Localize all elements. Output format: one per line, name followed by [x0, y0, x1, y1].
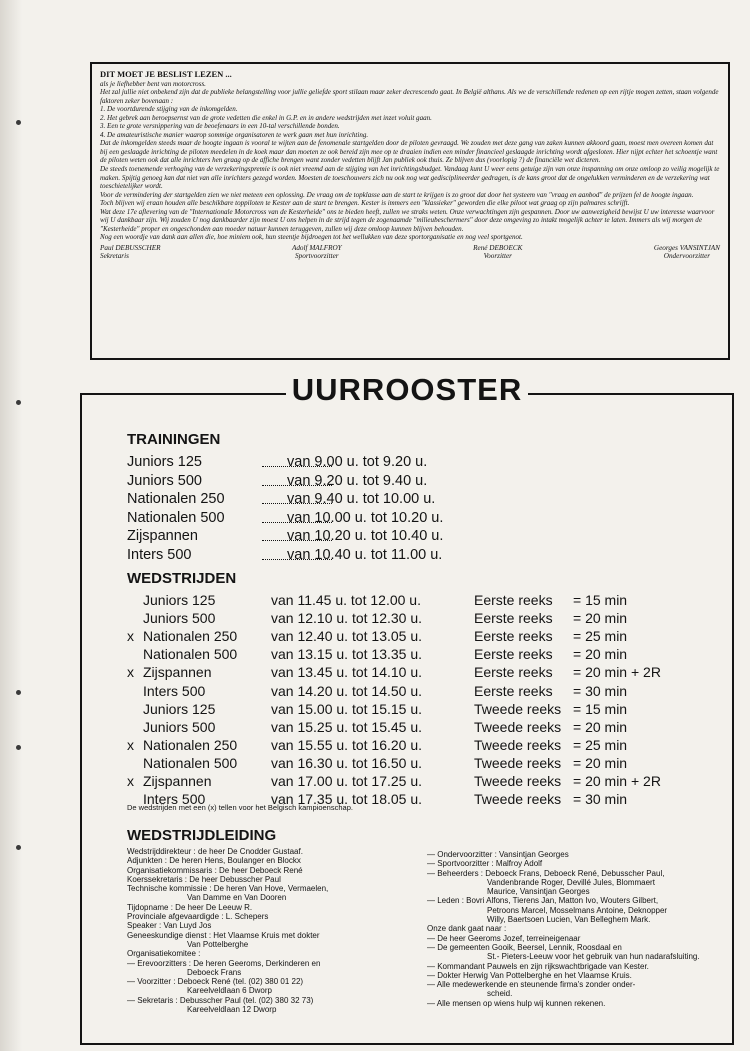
race-time: van 12.10 u. tot 12.30 u.	[271, 610, 423, 627]
intro-paragraph: 3. Een te grote versnippering van de beoefenaars in een 10-tal verschillende bonden.	[100, 122, 340, 131]
race-time: van 13.45 u. tot 14.10 u.	[271, 664, 423, 681]
race-time: van 16.30 u. tot 16.50 u.	[271, 754, 423, 771]
leiding-line: — Dokter Herwig Van Pottelberghe en het Vlaamse Kruis.	[427, 970, 632, 980]
training-name: Juniors 500	[127, 472, 202, 489]
race-time: van 17.35 u. tot 18.05 u.	[271, 791, 423, 808]
leiding-line: Technische kommissie : De heren Van Hove, Vermaelen,	[127, 884, 329, 894]
leiding-line: — Sekretaris : Debusscher Paul (tel. (02) 380 32 73)	[127, 995, 314, 1005]
leiding-line: Petroons Marcel, Mosselmans Antoine, Deknopper	[487, 905, 668, 915]
race-time: van 12.40 u. tot 13.05 u.	[271, 628, 423, 645]
race-time: van 17.00 u. tot 17.25 u.	[271, 773, 423, 789]
leiding-line: Tijdopname : De heer De Leeuw R.	[127, 902, 253, 912]
race-dur: = 20 min	[573, 610, 628, 627]
trainingen-heading: TRAININGEN	[127, 431, 221, 448]
race-name: Inters 500	[143, 682, 206, 699]
race-time: van 15.55 u. tot 16.20 u.	[271, 736, 423, 753]
race-reeks: Tweede reeks	[474, 736, 562, 753]
championship-note: De wedstrijden met een (x) tellen voor het Belgisch kampioenschap.	[127, 803, 353, 812]
race-time: van 15.00 u. tot 15.15 u.	[271, 700, 423, 717]
race-reeks: Eerste reeks	[474, 682, 553, 699]
race-reeks: Tweede reeks	[474, 700, 562, 717]
intro-paragraph: 4. De amateuristische manier waarop sommige organisatoren te werk gaan met hun inrichting.	[100, 130, 369, 139]
intro-box	[90, 62, 730, 360]
leiding-line: — De heer Geeroms Jozef, terreineigenaar	[427, 933, 581, 943]
intro-heading: DIT MOET JE BESLIST LEZEN ...	[100, 69, 232, 79]
race-reeks: Tweede reeks	[474, 773, 562, 789]
race-reeks: Eerste reeks	[474, 646, 553, 663]
race-reeks: Eerste reeks	[474, 664, 553, 681]
race-championship-mark: x	[127, 773, 134, 789]
race-name: Juniors 500	[143, 718, 216, 735]
leiding-line: scheid.	[487, 989, 513, 999]
leiding-line: Koerssekretaris : De heer Debusscher Paul	[127, 874, 281, 884]
intro-paragraph: De steeds toenemende verhoging van de verzekeringspremie is ook niet vreemd aan de stijging van het inrichtingsbudget. Vandaag kunt U weer eens getuige zijn van onze inspanning om onze omloop zo veilig mogelijk te maken. Spijtig genoeg kan dat niet van alle inrichters gezegd worden. Moesten de toeschouwers zich nu ook nog wat gedisciplineerder gedragen, is de kans groot dat de ongelukken verminderen en de verzekering wat toeschietelijker wordt.	[100, 165, 720, 191]
leiding-line: — Leden : Bovri Alfons, Tierens Jan, Matton Ivo, Wouters Gilbert,	[427, 896, 659, 906]
race-dur: = 20 min	[573, 718, 628, 735]
intro-paragraph: als je liefhebber bent van motorcross.	[100, 79, 206, 88]
training-time: van 9.40 u. tot 10.00 u.	[287, 491, 436, 507]
signature-role: Sportvoorzitter	[295, 252, 339, 261]
page-edge	[0, 0, 22, 1051]
race-dur: = 20 min + 2R	[573, 773, 661, 789]
race-time: van 13.15 u. tot 13.35 u.	[271, 646, 423, 663]
training-name: Inters 500	[127, 546, 192, 563]
training-time: van 10.40 u. tot 11.00 u.	[287, 546, 443, 563]
leiding-line: — Sportvoorzitter : Malfroy Adolf	[427, 859, 543, 869]
leiding-line: Vandenbrande Roger, Devillé Jules, Blommaert	[487, 877, 655, 887]
signatures	[100, 244, 720, 261]
signature-name: Paul DEBUSSCHER	[100, 243, 161, 252]
training-name: Zijspannen	[127, 528, 198, 544]
race-dur: = 15 min	[573, 700, 628, 717]
intro-paragraph: Toch blijven wij eraan houden alle beschikbare toppiloten te Kester aan de start te brengen. Kester is immers een "klassieker" geworden die elke piloot wat graag op zijn palmares schrijft.	[100, 199, 630, 208]
leiding-line: St.- Pieters-Leeuw voor het gebruik van hun nadarafsluiting.	[487, 952, 700, 962]
training-name: Juniors 125	[127, 454, 202, 470]
leiding-line: — Beheerders : Deboeck Frans, Deboeck René, Debusscher Paul,	[427, 868, 665, 878]
training-name: Nationalen 250	[127, 491, 225, 507]
race-reeks: Eerste reeks	[474, 628, 553, 645]
signature	[473, 244, 522, 261]
race-name: Juniors 125	[143, 700, 216, 717]
wedstrijdleiding-heading: WEDSTRIJDLEIDING	[127, 827, 277, 844]
intro-paragraph: Dat de inkomgelden steeds maar de hoogte ingaan is vooral te wijten aan de fenomenale startgelden door de piloten gevraagd. We zouden met deze gang van zaken kunnen akkoord gaan, moest men overeen komen dat bij een geslaagde inrichting de piloten meedelen in de koek maar dan moeten ze ook bereid zijn mee op te draaien indien een minder financieel geslaagde inrichting wordt afgesloten. Hier nijpt echter het schoentje want de piloten weten ook dat alle inrichters hen graag op de affiche brengen want zonder vedetten blijft Jan publiek ook thuis. Ze blijven dus (voorlopig ?) de financiële wet dicteren.	[100, 139, 718, 165]
race-time: van 14.20 u. tot 14.50 u.	[271, 682, 423, 699]
race-dur: = 30 min	[573, 791, 628, 808]
race-time: van 11.45 u. tot 12.00 u.	[271, 592, 421, 608]
intro-paragraph: Het zal jullie niet onbekend zijn dat de publieke belangstelling voor jullie geliefde sport stilaan maar zeker decrescendo gaat. In België althans. Als we de verschillende redenen op een rijtje mogen zetten, staan volgende faktoren zeker bovenaan :	[100, 88, 719, 105]
binding-hole	[16, 845, 21, 850]
race-championship-mark: x	[127, 628, 134, 645]
leiding-line: Onze dank gaat naar :	[427, 924, 507, 934]
signature-role: Ondervoorzitter	[663, 252, 711, 261]
leiding-line: Wedstrijddirekteur : de heer De Cnodder Gustaaf.	[127, 847, 303, 856]
signature	[100, 244, 161, 261]
leiding-line: Van Pottelberghe	[187, 939, 249, 949]
leiding-line: — Erevoorzitters : De heren Geeroms, Derkinderen en	[127, 958, 321, 968]
training-time: van 10.00 u. tot 10.20 u.	[287, 509, 444, 526]
race-reeks: Tweede reeks	[474, 754, 562, 771]
race-name: Juniors 125	[143, 592, 216, 608]
intro-paragraph: Voor de vermindering der startgelden zien we niet meteen een oplossing. De vraag om de topklasse aan de start te krijgen is zo groot dat door het systeem van "vraag en aanbod" de prijzen fel de hoogte ingaan.	[100, 190, 694, 199]
race-dur: = 20 min	[573, 646, 628, 663]
race-name: Nationalen 250	[143, 736, 238, 753]
leiding-line: Kareelveldlaan 12 Dworp	[187, 1005, 277, 1015]
training-time: van 10.20 u. tot 10.40 u.	[287, 528, 444, 544]
signature-name: Georges VANSINTJAN	[653, 243, 720, 252]
schedule-title: UURROOSTER	[286, 370, 528, 410]
leiding-line: Adjunkten : De heren Hens, Boulanger en Blockx	[127, 856, 301, 866]
signature-name: Adolf MALFROY	[291, 243, 342, 252]
leiding-line: — De gemeenten Gooik, Beersel, Lennik, Roosdaal en	[427, 942, 622, 952]
leiding-line: — Voorzitter : Deboeck René (tel. (02) 380 01 22)	[127, 977, 304, 987]
signature	[292, 244, 342, 261]
binding-hole	[16, 745, 21, 750]
leiding-line: Speaker : Van Luyd Jos	[127, 921, 212, 931]
signature-role: Voorzitter	[483, 252, 512, 261]
leiding-line: Organisatiekommissaris : De heer Deboeck René	[127, 865, 303, 875]
race-name: Nationalen 500	[143, 646, 238, 663]
leiding-line: Kareelveldlaan 6 Dworp	[187, 986, 272, 996]
race-name: Zijspannen	[143, 664, 212, 681]
leiding-line: Organisatiekomitee :	[127, 949, 201, 959]
race-dur: = 25 min	[573, 628, 628, 645]
race-name: Nationalen 500	[143, 754, 238, 771]
signature	[654, 244, 720, 261]
signature-role: Sekretaris	[100, 252, 129, 261]
race-dur: = 15 min	[573, 592, 628, 608]
leiding-line: — Alle medewerkende en steunende firma's zonder onder-	[427, 980, 636, 990]
race-name: Juniors 500	[143, 610, 216, 627]
leiding-line: Van Damme en Van Dooren	[187, 893, 287, 903]
leiding-line: Geneeskundige dienst : Het Vlaamse Kruis met dokter	[127, 930, 320, 940]
leiding-line: Willy, Baertsoen Lucien, Van Belleghem Mark.	[487, 915, 651, 925]
wedstrijden-heading: WEDSTRIJDEN	[127, 570, 237, 587]
training-time: van 9.00 u. tot 9.20 u.	[287, 454, 428, 470]
binding-hole	[16, 400, 21, 405]
training-name: Nationalen 500	[127, 509, 225, 526]
race-time: van 15.25 u. tot 15.45 u.	[271, 718, 423, 735]
leiding-line: Provinciale afgevaardigde : L. Schepers	[127, 912, 269, 922]
leiding-line: — Kommandant Pauwels en zijn rijkswachtbrigade van Kester.	[427, 961, 649, 971]
race-reeks: Tweede reeks	[474, 791, 562, 808]
intro-paragraph: Nog een woordje van dank aan allen die, hoe miniem ook, hun steentje bijdroegen tot het wellukken van deze sportorganisatie en nog veel sportgenot.	[100, 233, 523, 242]
signature-name: René DEBOECK	[473, 243, 523, 252]
leiding-right-column	[427, 850, 727, 1008]
race-reeks: Tweede reeks	[474, 718, 562, 735]
race-championship-mark: x	[127, 664, 134, 681]
intro-paragraph: Wat deze 17e aflevering van de "Internationale Motorcross van de Kesterheide" ons te bieden heeft, zullen we straks weten. Onze verwachtingen zijn gespannen. Door uw aanwezigheid bewijst U uw interesse waarvoor wij U dankbaar zijn. Wij zouden U nog dankbaarder zijn moest U ons helpen in de strijd tegen de zogenaamde "milieubeschermers" door deze omgeving zo intakt mogelijk achter te laten. Immers als wij morgen de "Kesterheide" proper en ongeschonden aan moeder natuur kunnen teruggeven, zullen wij deze omloop kunnen blijven behouden.	[100, 207, 715, 233]
race-dur: = 20 min	[573, 754, 628, 771]
leiding-line: — Alle mensen op wiens hulp wij kunnen rekenen.	[427, 998, 606, 1008]
binding-hole	[16, 120, 21, 125]
leiding-line: Maurice, Vansintjan Georges	[487, 887, 590, 897]
race-championship-mark: x	[127, 736, 134, 753]
race-reeks: Eerste reeks	[474, 610, 553, 627]
leiding-line: — Ondervoorzitter : Vansintjan Georges	[427, 850, 569, 859]
race-name: Inters 500	[143, 791, 206, 808]
race-dur: = 30 min	[573, 682, 628, 699]
intro-paragraph: 2. Het gebrek aan beroepsernst van de grote vedetten die enkel in G.P. en in andere wedstrijden met inzet voluit gaan.	[100, 113, 432, 122]
schedule-box	[80, 372, 734, 1045]
race-reeks: Eerste reeks	[474, 592, 553, 608]
leiding-left-column	[127, 847, 417, 1014]
binding-hole	[16, 690, 21, 695]
leiding-line: Deboeck Frans	[187, 967, 242, 977]
race-name: Nationalen 250	[143, 628, 238, 645]
training-time: van 9.20 u. tot 9.40 u.	[287, 472, 428, 489]
race-dur: = 20 min + 2R	[573, 664, 661, 681]
race-dur: = 25 min	[573, 736, 628, 753]
intro-paragraph: 1. De voortdurende stijging van de inkomgelden.	[100, 105, 238, 114]
race-name: Zijspannen	[143, 773, 212, 789]
